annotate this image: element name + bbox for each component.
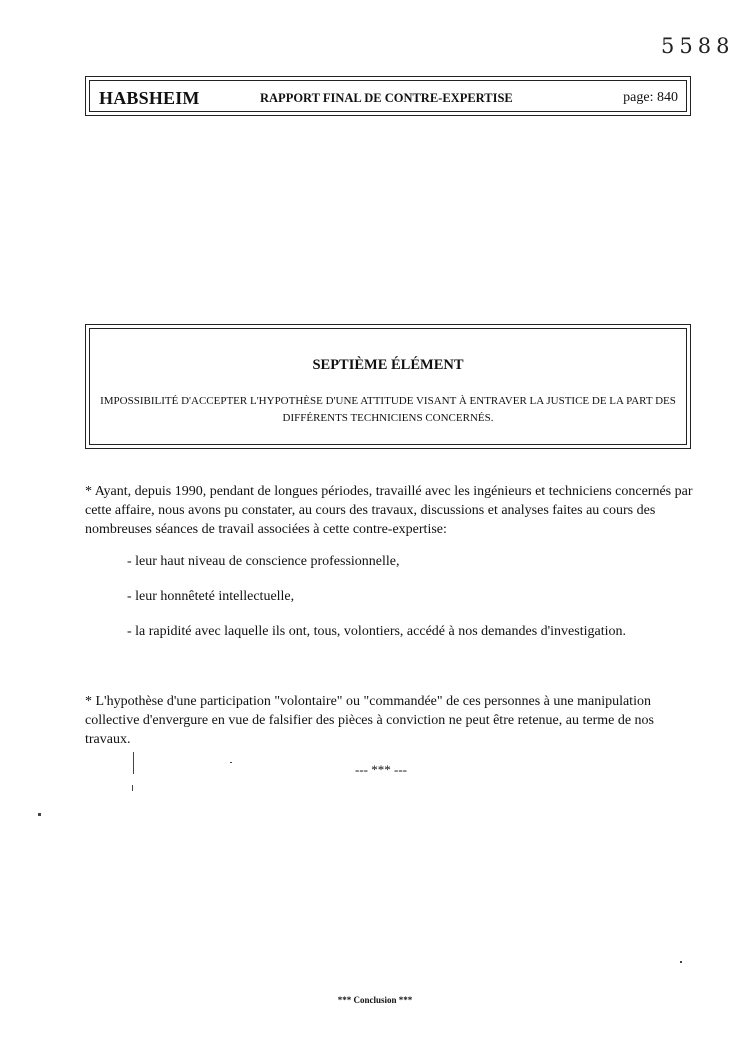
scan-speck	[132, 785, 133, 791]
scan-speck	[38, 813, 41, 816]
page-number: page: 840	[623, 90, 678, 105]
footer-label: *** Conclusion ***	[337, 995, 413, 1005]
page-stamp-number: 5588	[661, 34, 735, 58]
document-title: HABSHEIM	[99, 88, 200, 108]
section-inner-frame	[89, 328, 687, 445]
section-frame	[85, 324, 691, 449]
report-title: RAPPORT FINAL DE CONTRE-EXPERTISE	[260, 91, 513, 105]
header-frame	[85, 76, 691, 116]
list-item: - leur honnêteté intellectuelle,	[127, 589, 295, 604]
scan-speck	[680, 961, 682, 963]
paragraph-intro: * Ayant, depuis 1990, pendant de longues périodes, travaillé avec les ingénieurs et techniciens concernés par cette affaire, nous avons pu constater, au cours des travaux, discussions et analyses faites au cours des nombreuses séances de travail associées à cette contre-expertise:	[85, 484, 693, 537]
scan-speck	[230, 762, 232, 763]
section-title: SEPTIÈME ÉLÉMENT	[312, 357, 464, 373]
list-item: - leur haut niveau de conscience professionnelle,	[127, 554, 400, 569]
section-separator: --- *** ---	[355, 762, 407, 777]
paragraph-conclusion: * L'hypothèse d'une participation "volontaire" ou "commandée" de ces personnes à une manipulation collective d'envergure en vue de falsifier des pièces à conviction ne peut être retenue, au terme de nos travaux.	[85, 694, 655, 747]
list-item: - la rapidité avec laquelle ils ont, tous, volontiers, accédé à nos demandes d'investigation.	[127, 624, 626, 639]
scan-speck	[133, 752, 134, 774]
header-inner-frame	[89, 80, 687, 112]
section-subtitle: IMPOSSIBILITÉ D'ACCEPTER L'HYPOTHÈSE D'UNE ATTITUDE VISANT À ENTRAVER LA JUSTICE DE LA PART DES DIFFÉRENTS TECHNICIENS CONCERNÉS.	[100, 395, 676, 424]
